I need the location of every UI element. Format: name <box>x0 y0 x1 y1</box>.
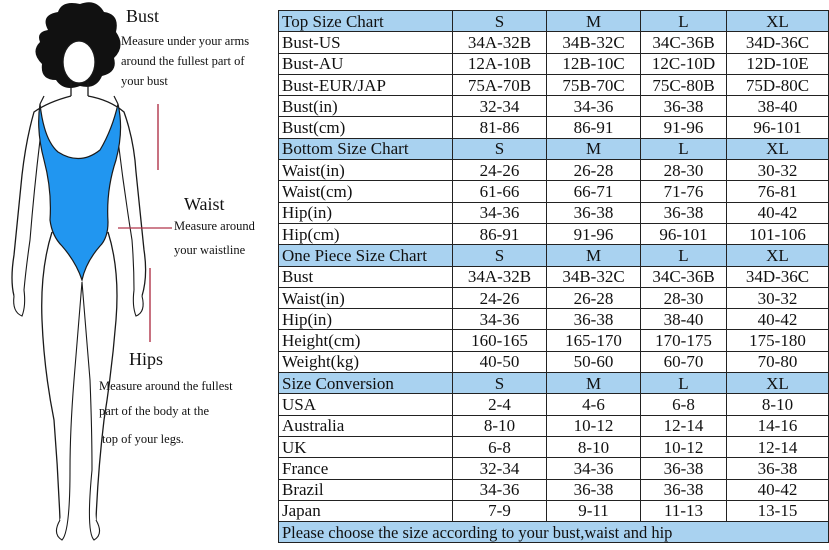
row-label: Australia <box>279 415 453 436</box>
size-column-header: M <box>547 138 641 159</box>
size-column-header: L <box>641 138 727 159</box>
size-value-cell: 165-170 <box>547 330 641 351</box>
table-row <box>279 223 829 244</box>
size-value-cell: 61-66 <box>453 181 547 202</box>
size-value-cell: 8-10 <box>453 415 547 436</box>
blue-swimsuit-icon <box>39 104 121 280</box>
size-value-cell: 36-38 <box>641 202 727 223</box>
size-value-cell: 96-101 <box>641 223 727 244</box>
row-label: Bust-AU <box>279 53 453 74</box>
size-value-cell: 36-38 <box>547 479 641 500</box>
size-value-cell: 170-175 <box>641 330 727 351</box>
size-value-cell: 36-38 <box>547 202 641 223</box>
row-label: Hip(in) <box>279 309 453 330</box>
size-value-cell: 76-81 <box>727 181 829 202</box>
size-column-header: L <box>641 373 727 394</box>
size-value-cell: 40-42 <box>727 479 829 500</box>
size-value-cell: 34B-32C <box>547 266 641 287</box>
size-column-header: S <box>453 245 547 266</box>
table-row <box>279 160 829 181</box>
size-column-header: XL <box>727 138 829 159</box>
size-value-cell: 70-80 <box>727 351 829 372</box>
size-value-cell: 40-42 <box>727 202 829 223</box>
table-row <box>279 287 829 308</box>
table-row <box>279 53 829 74</box>
size-value-cell: 9-11 <box>547 500 641 521</box>
table-row <box>279 181 829 202</box>
size-value-cell: 6-8 <box>641 394 727 415</box>
row-label: Weight(kg) <box>279 351 453 372</box>
size-value-cell: 26-28 <box>547 287 641 308</box>
section-title: Bottom Size Chart <box>279 138 453 159</box>
hips-title: Hips <box>129 349 164 369</box>
size-column-header: S <box>453 373 547 394</box>
size-value-cell: 34A-32B <box>453 32 547 53</box>
footer-note: Please choose the size according to your bust,waist and hip <box>279 522 829 543</box>
bust-desc-line-1: Measure under your arms <box>121 34 250 48</box>
section-header-row <box>279 245 829 266</box>
size-value-cell: 24-26 <box>453 160 547 181</box>
size-value-cell: 75C-80B <box>641 74 727 95</box>
size-value-cell: 86-91 <box>453 223 547 244</box>
size-column-header: S <box>453 11 547 32</box>
size-value-cell: 40-42 <box>727 309 829 330</box>
size-value-cell: 26-28 <box>547 160 641 181</box>
row-label: Waist(in) <box>279 287 453 308</box>
row-label: France <box>279 458 453 479</box>
hips-desc-line-3: top of your legs. <box>102 432 184 446</box>
waist-desc-line-1: Measure around <box>174 219 255 233</box>
size-value-cell: 34A-32B <box>453 266 547 287</box>
size-value-cell: 160-165 <box>453 330 547 351</box>
size-value-cell: 60-70 <box>641 351 727 372</box>
row-label: Waist(cm) <box>279 181 453 202</box>
size-value-cell: 75B-70C <box>547 74 641 95</box>
size-value-cell: 4-6 <box>547 394 641 415</box>
size-column-header: XL <box>727 245 829 266</box>
size-value-cell: 34-36 <box>547 96 641 117</box>
size-value-cell: 30-32 <box>727 287 829 308</box>
size-value-cell: 8-10 <box>727 394 829 415</box>
size-value-cell: 50-60 <box>547 351 641 372</box>
size-value-cell: 10-12 <box>547 415 641 436</box>
table-row <box>279 32 829 53</box>
size-column-header: M <box>547 373 641 394</box>
size-column-header: M <box>547 11 641 32</box>
waist-title: Waist <box>184 194 225 214</box>
section-header-row <box>279 373 829 394</box>
size-value-cell: 32-34 <box>453 458 547 479</box>
table-row <box>279 96 829 117</box>
size-value-cell: 38-40 <box>727 96 829 117</box>
size-value-cell: 11-13 <box>641 500 727 521</box>
size-value-cell: 34-36 <box>547 458 641 479</box>
section-header-row <box>279 138 829 159</box>
size-column-header: XL <box>727 373 829 394</box>
size-value-cell: 7-9 <box>453 500 547 521</box>
size-value-cell: 36-38 <box>641 479 727 500</box>
size-value-cell: 34-36 <box>453 202 547 223</box>
size-value-cell: 13-15 <box>727 500 829 521</box>
size-value-cell: 38-40 <box>641 309 727 330</box>
table-row <box>279 479 829 500</box>
size-value-cell: 91-96 <box>547 223 641 244</box>
size-column-header: XL <box>727 11 829 32</box>
row-label: Bust(in) <box>279 96 453 117</box>
footer-row <box>279 522 829 543</box>
size-value-cell: 175-180 <box>727 330 829 351</box>
bust-desc-line-3: your bust <box>121 74 168 88</box>
table-row <box>279 202 829 223</box>
size-value-cell: 71-76 <box>641 181 727 202</box>
size-value-cell: 12C-10D <box>641 53 727 74</box>
size-value-cell: 36-38 <box>641 96 727 117</box>
size-value-cell: 12A-10B <box>453 53 547 74</box>
size-value-cell: 12-14 <box>727 436 829 457</box>
size-value-cell: 34C-36B <box>641 32 727 53</box>
size-value-cell: 34B-32C <box>547 32 641 53</box>
row-label: Height(cm) <box>279 330 453 351</box>
size-value-cell: 12B-10C <box>547 53 641 74</box>
table-row <box>279 436 829 457</box>
row-label: Hip(cm) <box>279 223 453 244</box>
size-value-cell: 30-32 <box>727 160 829 181</box>
section-title: Top Size Chart <box>279 11 453 32</box>
table-row <box>279 351 829 372</box>
size-value-cell: 91-96 <box>641 117 727 138</box>
table-row <box>279 415 829 436</box>
table-row <box>279 117 829 138</box>
size-column-header: M <box>547 245 641 266</box>
size-column-header: S <box>453 138 547 159</box>
hips-desc-line-2: part of the body at the <box>99 404 210 418</box>
table-row <box>279 309 829 330</box>
size-column-header: L <box>641 245 727 266</box>
waist-desc-line-2: your waistline <box>174 243 246 257</box>
size-value-cell: 96-101 <box>727 117 829 138</box>
size-value-cell: 36-38 <box>641 458 727 479</box>
section-title: One Piece Size Chart <box>279 245 453 266</box>
size-value-cell: 86-91 <box>547 117 641 138</box>
size-value-cell: 10-12 <box>641 436 727 457</box>
size-value-cell: 28-30 <box>641 160 727 181</box>
size-value-cell: 40-50 <box>453 351 547 372</box>
size-value-cell: 66-71 <box>547 181 641 202</box>
size-value-cell: 2-4 <box>453 394 547 415</box>
size-value-cell: 32-34 <box>453 96 547 117</box>
size-value-cell: 75A-70B <box>453 74 547 95</box>
size-value-cell: 34D-36C <box>727 266 829 287</box>
row-label: USA <box>279 394 453 415</box>
size-value-cell: 6-8 <box>453 436 547 457</box>
size-value-cell: 12-14 <box>641 415 727 436</box>
size-value-cell: 12D-10E <box>727 53 829 74</box>
size-value-cell: 34-36 <box>453 479 547 500</box>
size-value-cell: 8-10 <box>547 436 641 457</box>
size-value-cell: 36-38 <box>727 458 829 479</box>
bust-desc-line-2: around the fullest part of <box>121 54 245 68</box>
row-label: Hip(in) <box>279 202 453 223</box>
row-label: Bust(cm) <box>279 117 453 138</box>
size-value-cell: 36-38 <box>547 309 641 330</box>
size-column-header: L <box>641 11 727 32</box>
size-value-cell: 101-106 <box>727 223 829 244</box>
size-value-cell: 28-30 <box>641 287 727 308</box>
table-row <box>279 458 829 479</box>
table-row <box>279 74 829 95</box>
measurement-guide <box>0 0 278 550</box>
row-label: Waist(in) <box>279 160 453 181</box>
size-value-cell: 34D-36C <box>727 32 829 53</box>
row-label: Bust-EUR/JAP <box>279 74 453 95</box>
hips-desc-line-1: Measure around the fullest <box>99 379 233 393</box>
size-value-cell: 34C-36B <box>641 266 727 287</box>
size-chart-table <box>278 10 829 543</box>
table-row <box>279 500 829 521</box>
section-header-row <box>279 11 829 32</box>
row-label: UK <box>279 436 453 457</box>
row-label: Japan <box>279 500 453 521</box>
table-row <box>279 330 829 351</box>
size-value-cell: 24-26 <box>453 287 547 308</box>
table-row <box>279 394 829 415</box>
section-title: Size Conversion <box>279 373 453 394</box>
row-label: Brazil <box>279 479 453 500</box>
bust-title: Bust <box>126 6 160 26</box>
size-value-cell: 14-16 <box>727 415 829 436</box>
size-value-cell: 75D-80C <box>727 74 829 95</box>
table-row <box>279 266 829 287</box>
size-value-cell: 34-36 <box>453 309 547 330</box>
row-label: Bust-US <box>279 32 453 53</box>
size-value-cell: 81-86 <box>453 117 547 138</box>
row-label: Bust <box>279 266 453 287</box>
